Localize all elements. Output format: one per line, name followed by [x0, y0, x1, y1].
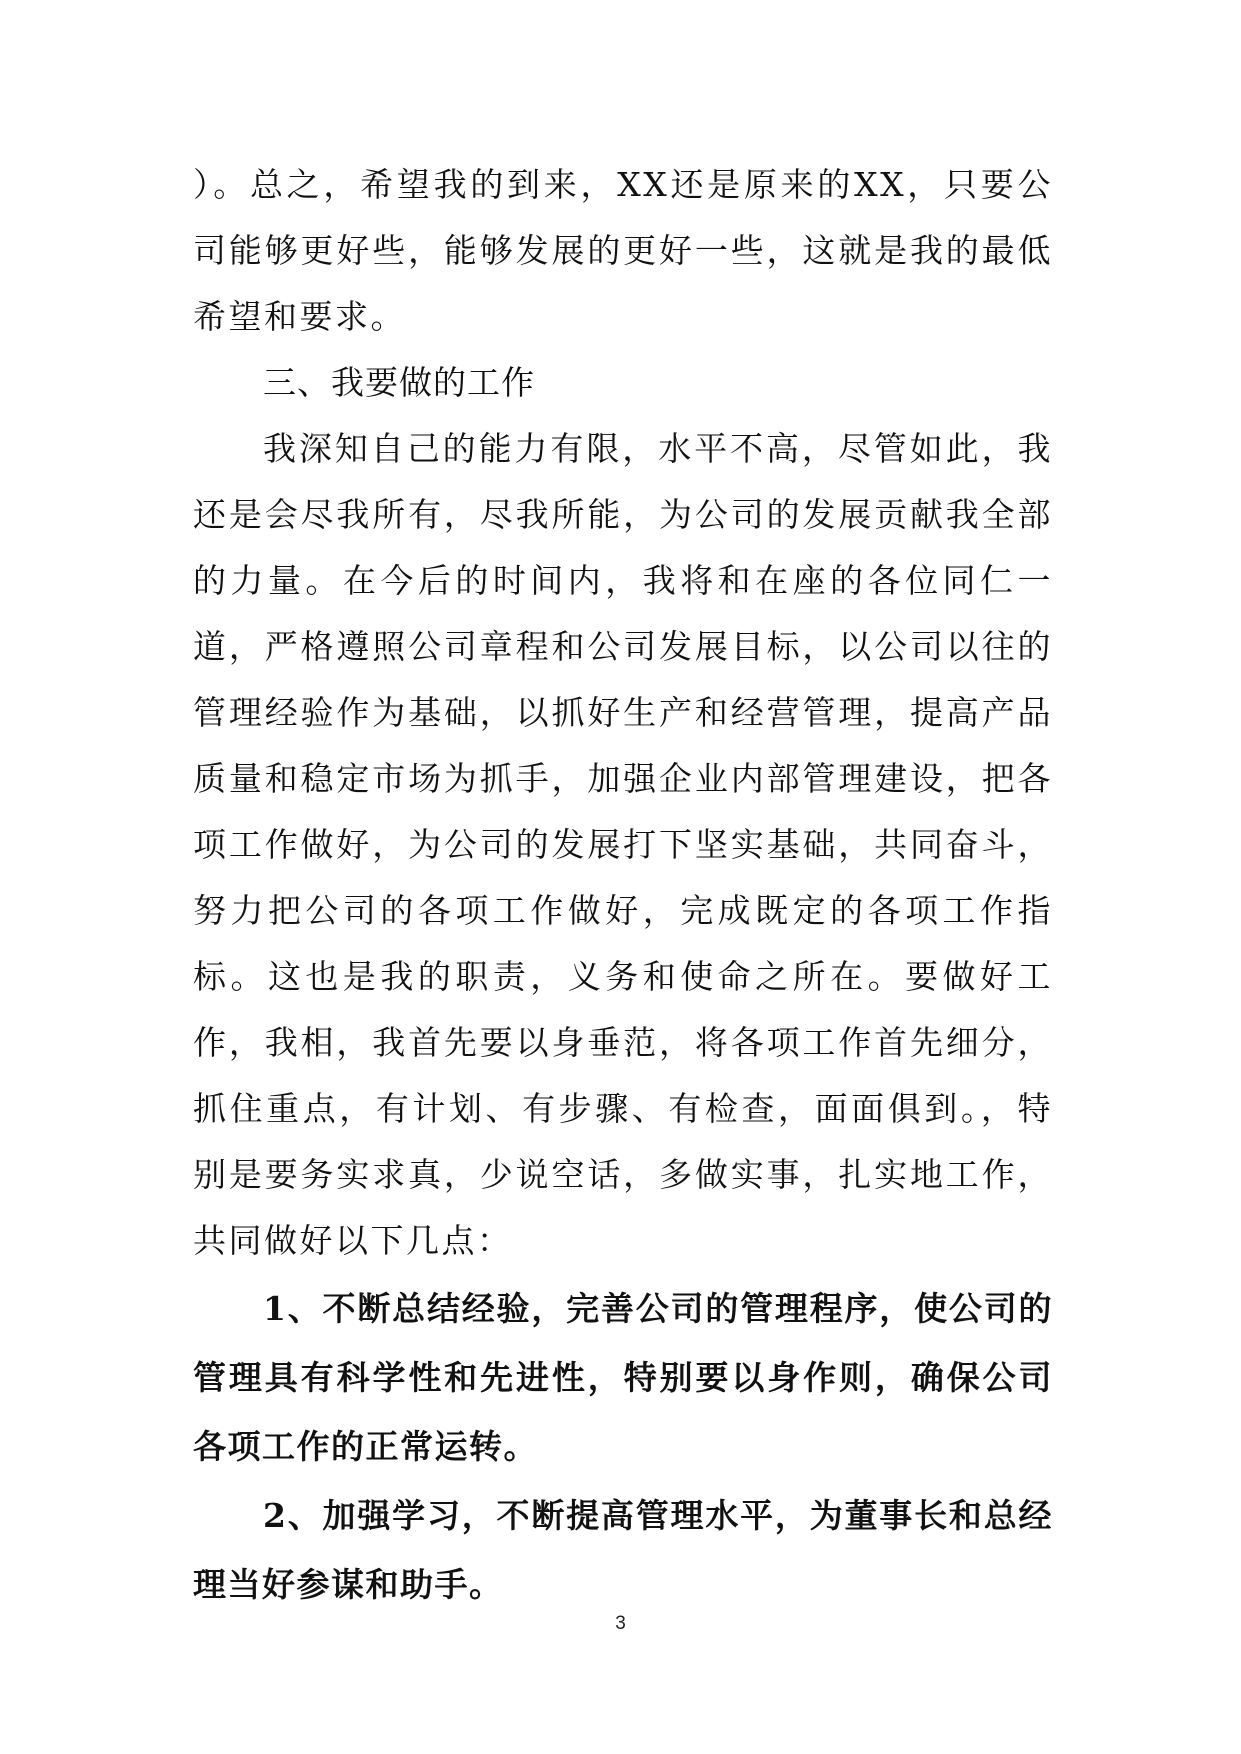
section-heading: 三、我要做的工作: [263, 363, 535, 402]
page-number: 3: [615, 1613, 626, 1634]
body-paragraph: 我深知自己的能力有限，水平不高，尽管如此，我还是会尽我所有，尽我所能，为公司的发展贡献我全部的力量。在今后的时间内，我将和在座的各位同仁一道，严格遵照公司章程和公司发展目标，以公司以往的管理经验作为基础，以抓好生产和经营管理，提高产品质量和稳定市场为抓手，加强企业内部管理建设，把各项工作做好，为公司的发展打下坚实基础，共同奋斗，努力把公司的各项工作做好，完成既定的各项工作指标。这也是我的职责，义务和使命之所在。要做好工作，我相，我首先要以身垂范，将各项工作首先细分，抓住重点，有计划、有步骤、有检查，面面俱到。，特别是要务实求真，少说空话，多做实事，扎实地工作，共同做好以下几点：: [193, 429, 1053, 1260]
continued-paragraph: ）。总之，希望我的到来，XX还是原来的XX，只要公司能够更好些，能够发展的更好一些，这就是我的最低希望和要求。: [193, 165, 1053, 336]
list-item-2: 2、加强学习，不断提高管理水平，为董事长和总经理当好参谋和助手。: [193, 1496, 1053, 1604]
list-item-1: 1、不断总结经验，完善公司的管理程序，使公司的管理具有科学性和先进性，特别要以身作则，确保公司各项工作的正常运转。: [193, 1289, 1053, 1466]
page-content: [193, 152, 1053, 1619]
